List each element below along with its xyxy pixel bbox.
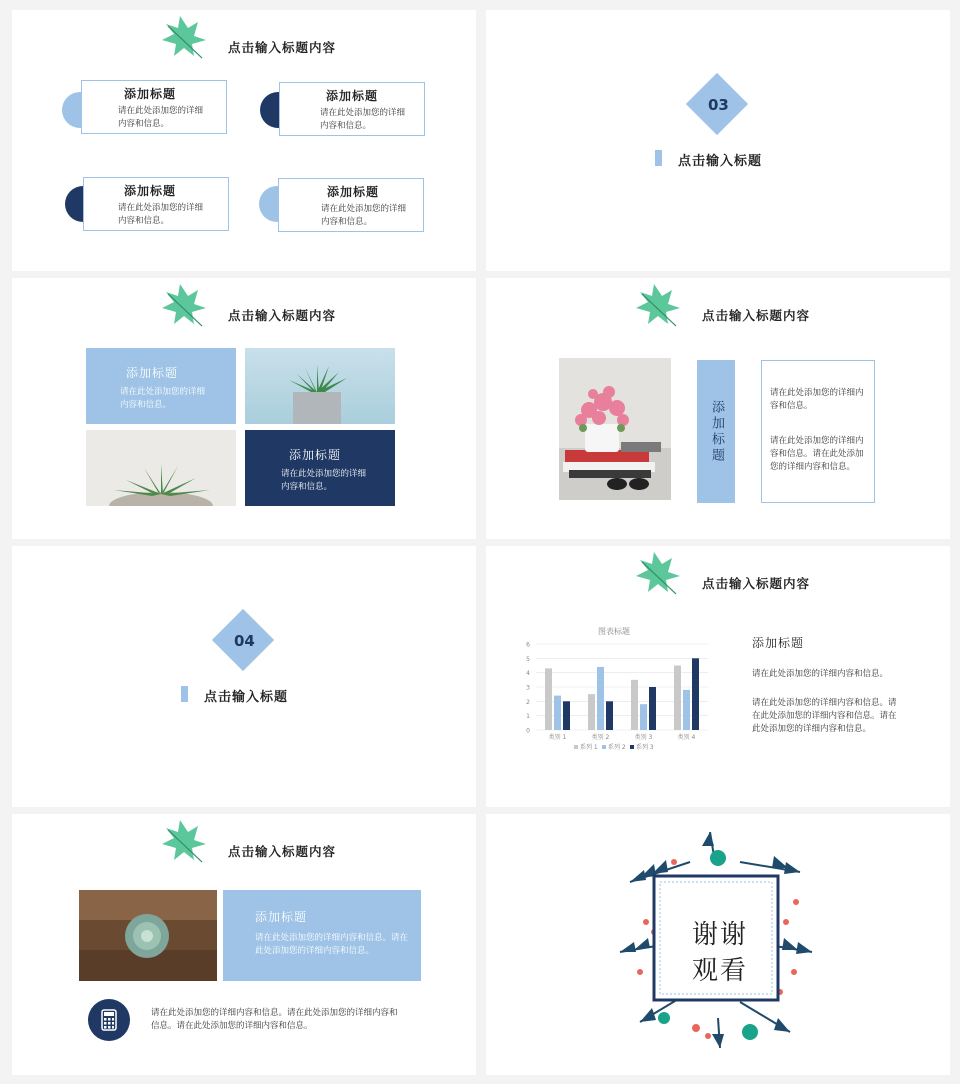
- calculator-icon: [88, 999, 130, 1041]
- leaf-icon: [158, 282, 208, 330]
- section-number: 04: [234, 632, 255, 650]
- box-desc: 请在此处添加您的详细内容和信息。请在此处添加您的详细内容和信息。: [770, 436, 864, 472]
- leaf-icon: [158, 818, 208, 866]
- slide-title: 点击输入标题内容: [702, 576, 811, 591]
- box-title: 添加标题: [327, 185, 380, 199]
- section-number: 03: [708, 96, 729, 114]
- y-tick-label: 4: [526, 670, 530, 678]
- x-tick-label: 类别 3: [634, 734, 653, 741]
- slide-5: [12, 546, 476, 807]
- box-desc: 请在此处添加您的详细内容和信息。: [321, 204, 407, 227]
- card-dark: [245, 430, 395, 506]
- bar: [563, 701, 570, 730]
- vertical-title-bar: [697, 360, 735, 503]
- slide-3: [12, 278, 476, 539]
- card-desc: 请在此处添加您的详细内容和信息。请在此处添加您的详细内容和信息。: [255, 933, 409, 956]
- box-desc: 请在此处添加您的详细内容和信息。: [770, 388, 864, 411]
- slide-8: [486, 814, 950, 1075]
- bar: [606, 701, 613, 730]
- card-light: [86, 348, 236, 424]
- flower-photo: [559, 358, 671, 500]
- legend-label: 系列 1: [580, 744, 598, 751]
- box-desc: 请在此处添加您的详细内容和信息。: [320, 108, 406, 131]
- bar: [631, 680, 638, 730]
- box-title: 添加标题: [124, 184, 177, 198]
- slide-title: 点击输入标题内容: [228, 308, 337, 323]
- slide-4: [486, 278, 950, 539]
- leaf-icon: [632, 282, 682, 330]
- succulent-photo: [245, 348, 395, 424]
- succulent-wood-photo: [79, 890, 217, 981]
- card-desc: 请在此处添加您的详细内容和信息。: [120, 387, 206, 410]
- side-desc: 请在此处添加您的详细内容和信息。请在此处添加您的详细内容和信息。请在此处添加您的详细内容和信息。: [752, 698, 897, 734]
- y-tick-label: 3: [526, 684, 530, 692]
- section-title: 点击输入标题: [204, 690, 289, 705]
- bar: [683, 690, 690, 730]
- legend-swatch: [630, 745, 634, 749]
- thanks-line-1: 谢谢: [692, 920, 749, 950]
- card-desc: 请在此处添加您的详细内容和信息。: [281, 469, 367, 492]
- content-box: [81, 80, 227, 134]
- y-tick-label: 5: [526, 655, 530, 663]
- leaf-icon: [632, 550, 682, 598]
- accent-bar: [181, 686, 188, 702]
- y-tick-label: 0: [526, 727, 530, 735]
- card-light: [223, 890, 421, 981]
- x-tick-label: 类别 2: [591, 734, 610, 741]
- box-title: 添加标题: [124, 87, 177, 101]
- bar-chart: [512, 622, 712, 754]
- chart-title: 图表标题: [598, 627, 630, 636]
- succulent-photo: [86, 430, 236, 506]
- legend-swatch: [602, 745, 606, 749]
- bar: [588, 694, 595, 730]
- side-title: 添加标题: [752, 636, 805, 650]
- card-title: 添加标题: [255, 910, 308, 924]
- bottom-desc: 请在此处添加您的详细内容和信息。请在此处添加您的详细内容和信息。请在此处添加您的详细内容和信息。: [151, 1008, 398, 1031]
- bar: [674, 666, 681, 731]
- bar: [597, 667, 604, 730]
- box-desc: 请在此处添加您的详细内容和信息。: [118, 106, 204, 129]
- bar: [649, 687, 656, 730]
- slide-title: 点击输入标题内容: [228, 40, 337, 55]
- side-desc: 请在此处添加您的详细内容和信息。: [752, 669, 889, 679]
- slide-2: [486, 10, 950, 271]
- content-box: [278, 178, 424, 232]
- bar: [554, 696, 561, 730]
- legend-label: 系列 2: [608, 744, 626, 751]
- legend-swatch: [574, 745, 578, 749]
- content-box: [761, 360, 875, 503]
- section-title: 点击输入标题: [678, 154, 763, 169]
- accent-bar: [655, 150, 662, 166]
- box-desc: 请在此处添加您的详细内容和信息。: [118, 203, 204, 226]
- y-tick-label: 2: [526, 698, 530, 706]
- content-box: [83, 177, 229, 231]
- x-tick-label: 类别 1: [548, 734, 567, 741]
- content-box: [279, 82, 425, 136]
- thanks-line-2: 观看: [692, 956, 749, 986]
- slide-1: [12, 10, 476, 271]
- slide-title: 点击输入标题内容: [228, 844, 337, 859]
- box-title: 添加标题: [326, 89, 379, 103]
- slide-7: [12, 814, 476, 1075]
- legend-label: 系列 3: [636, 744, 654, 751]
- vertical-title: 添加标题: [709, 400, 724, 464]
- slide-title: 点击输入标题内容: [702, 308, 811, 323]
- y-tick-label: 6: [526, 641, 530, 649]
- bar: [545, 668, 552, 730]
- slide-6: [486, 546, 950, 807]
- card-title: 添加标题: [126, 366, 179, 380]
- leaf-icon: [158, 14, 208, 62]
- card-title: 添加标题: [289, 448, 342, 462]
- x-tick-label: 类别 4: [677, 734, 696, 741]
- bar: [692, 658, 699, 730]
- bar: [640, 704, 647, 730]
- y-tick-label: 1: [526, 713, 530, 721]
